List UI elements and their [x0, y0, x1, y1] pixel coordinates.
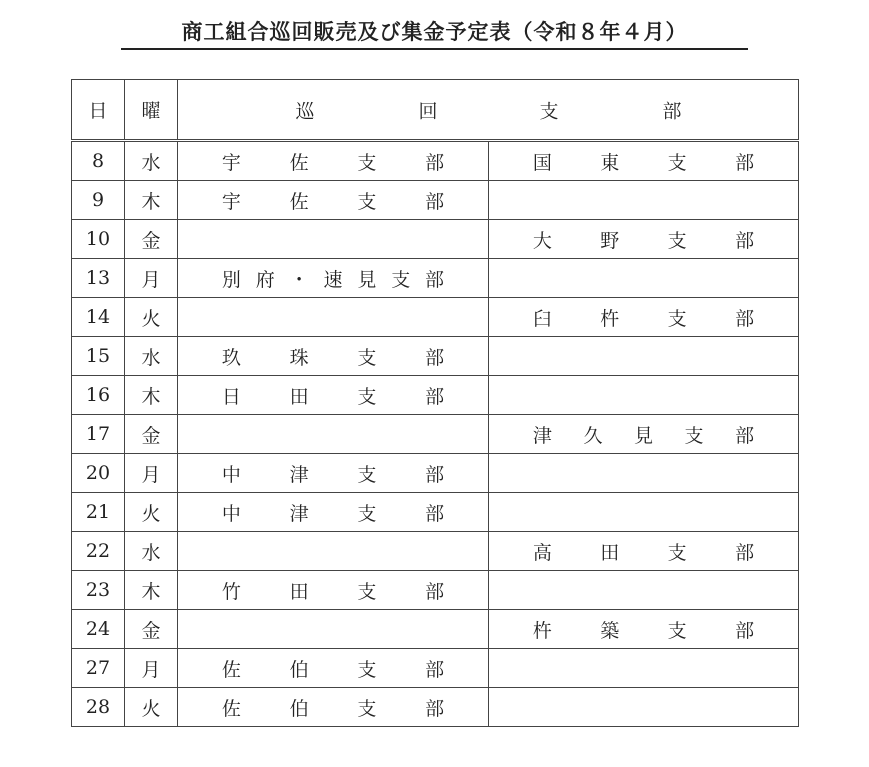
left-branch-cell: [178, 376, 489, 415]
branch-name: 佐 伯 支 部: [221, 658, 445, 681]
right-branch-cell: [489, 141, 799, 181]
left-branch-cell: [178, 649, 489, 688]
branch-name: 中 津 支 部: [221, 463, 445, 486]
branch-name: 国 東 支 部: [532, 151, 755, 174]
left-branch-cell: [178, 610, 489, 649]
right-branch-cell: [489, 259, 799, 298]
day-cell: 16: [72, 376, 125, 415]
weekday-cell: 火: [125, 298, 178, 337]
table-row: [72, 688, 799, 727]
table-row: [72, 415, 799, 454]
right-branch-cell: [489, 649, 799, 688]
branch-name: 宇 佐 支 部: [221, 151, 445, 174]
left-branch-cell: [178, 415, 489, 454]
header-weekday: 曜: [125, 80, 178, 141]
branch-name: 大 野 支 部: [532, 229, 755, 252]
day-cell: 20: [72, 454, 125, 493]
weekday-cell: 木: [125, 181, 178, 220]
weekday-cell: 火: [125, 493, 178, 532]
weekday-cell: 火: [125, 688, 178, 727]
branch-name: 杵 築 支 部: [532, 619, 755, 642]
page-title: 商工組合巡回販売及び集金予定表（令和８年４月）: [121, 18, 748, 50]
day-cell: 22: [72, 532, 125, 571]
weekday-cell: 月: [125, 454, 178, 493]
weekday-cell: 水: [125, 141, 178, 181]
right-branch-cell: [489, 376, 799, 415]
branch-name: 竹 田 支 部: [221, 580, 445, 603]
weekday-cell: 月: [125, 649, 178, 688]
right-branch-cell: [489, 532, 799, 571]
header-branches-char: 支: [539, 100, 559, 122]
right-branch-cell: [489, 610, 799, 649]
right-branch-cell: [489, 454, 799, 493]
weekday-cell: 金: [125, 610, 178, 649]
branch-name: 宇 佐 支 部: [221, 190, 445, 213]
weekday-cell: 木: [125, 376, 178, 415]
schedule-table: [71, 79, 799, 727]
table-header-row: [72, 80, 799, 141]
header-branches: [178, 80, 799, 141]
table-row: [72, 298, 799, 337]
day-cell: 17: [72, 415, 125, 454]
header-branches-char: 部: [662, 100, 682, 122]
header-day: 日: [72, 80, 125, 141]
branch-name: 別 府 ・ 速 見 支 部: [221, 268, 445, 291]
day-cell: 8: [72, 141, 125, 181]
right-branch-cell: [489, 493, 799, 532]
branch-name: 佐 伯 支 部: [221, 697, 445, 720]
weekday-cell: 金: [125, 415, 178, 454]
left-branch-cell: [178, 493, 489, 532]
left-branch-cell: [178, 220, 489, 259]
branch-name: 臼 杵 支 部: [532, 307, 755, 330]
left-branch-cell: [178, 141, 489, 181]
day-cell: 21: [72, 493, 125, 532]
day-cell: 24: [72, 610, 125, 649]
table-row: [72, 610, 799, 649]
weekday-cell: 木: [125, 571, 178, 610]
table-row: [72, 220, 799, 259]
day-cell: 9: [72, 181, 125, 220]
day-cell: 15: [72, 337, 125, 376]
left-branch-cell: [178, 259, 489, 298]
day-cell: 28: [72, 688, 125, 727]
right-branch-cell: [489, 181, 799, 220]
right-branch-cell: [489, 337, 799, 376]
left-branch-cell: [178, 532, 489, 571]
branch-name: 玖 珠 支 部: [221, 346, 445, 369]
day-cell: 13: [72, 259, 125, 298]
branch-name: 日 田 支 部: [221, 385, 445, 408]
header-branches-char: 回: [418, 100, 438, 122]
weekday-cell: 月: [125, 259, 178, 298]
table-row: [72, 532, 799, 571]
day-cell: 14: [72, 298, 125, 337]
right-branch-cell: [489, 298, 799, 337]
left-branch-cell: [178, 571, 489, 610]
left-branch-cell: [178, 688, 489, 727]
weekday-cell: 金: [125, 220, 178, 259]
right-branch-cell: [489, 415, 799, 454]
table-row: [72, 376, 799, 415]
right-branch-cell: [489, 688, 799, 727]
table-row: [72, 454, 799, 493]
left-branch-cell: [178, 454, 489, 493]
left-branch-cell: [178, 337, 489, 376]
day-cell: 27: [72, 649, 125, 688]
day-cell: 23: [72, 571, 125, 610]
table-row: [72, 649, 799, 688]
table-row: [72, 181, 799, 220]
table-row: [72, 493, 799, 532]
table-row: [72, 259, 799, 298]
weekday-cell: 水: [125, 532, 178, 571]
table-row: [72, 571, 799, 610]
branch-name: 中 津 支 部: [221, 502, 445, 525]
table-row: [72, 141, 799, 181]
header-branches-char: 巡: [295, 100, 315, 122]
weekday-cell: 水: [125, 337, 178, 376]
branch-name: 津 久 見 支 部: [532, 424, 755, 447]
branch-name: 高 田 支 部: [532, 541, 755, 564]
table-row: [72, 337, 799, 376]
day-cell: 10: [72, 220, 125, 259]
right-branch-cell: [489, 571, 799, 610]
left-branch-cell: [178, 181, 489, 220]
right-branch-cell: [489, 220, 799, 259]
left-branch-cell: [178, 298, 489, 337]
